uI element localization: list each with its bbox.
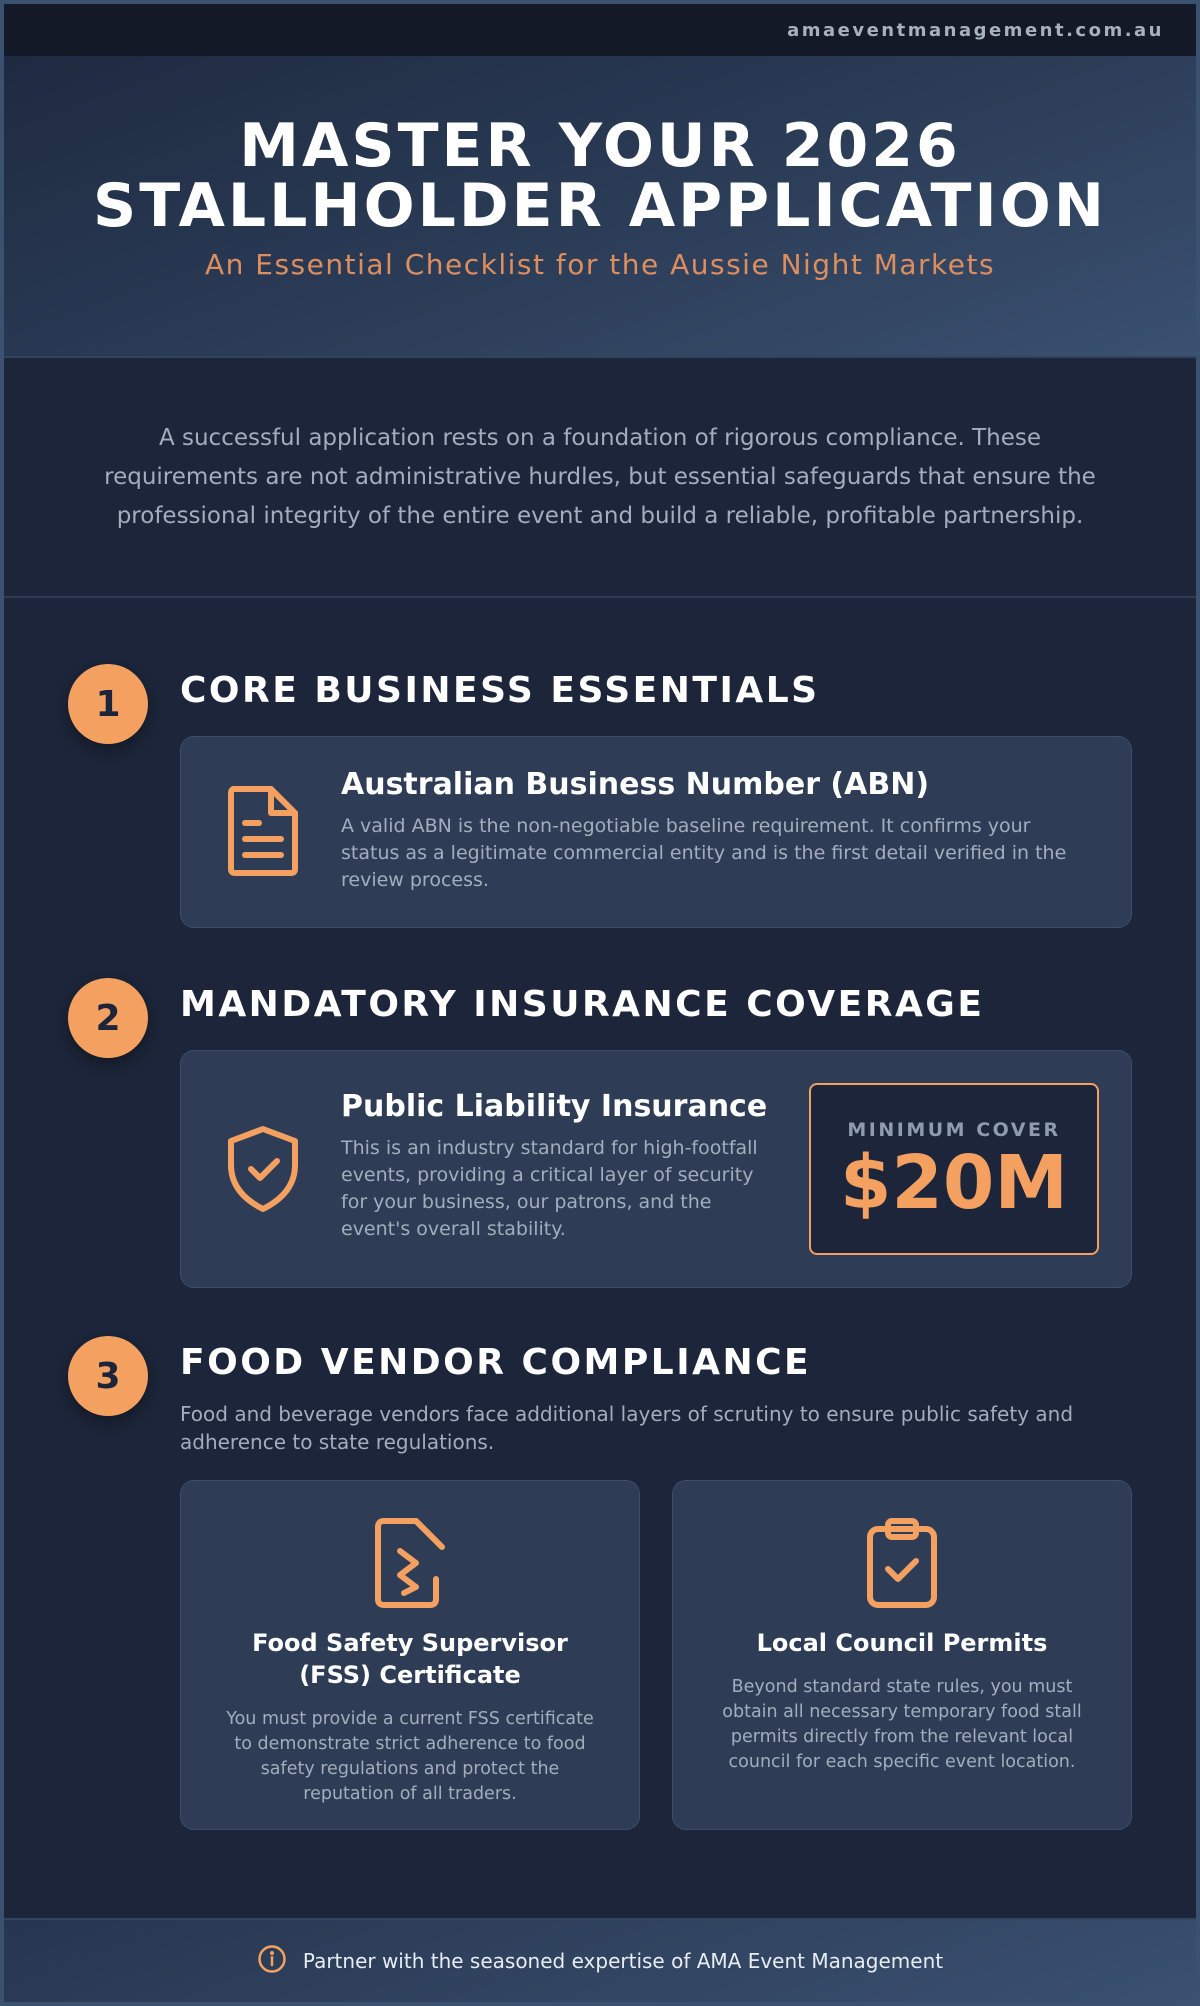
fss-title [181, 1627, 639, 1691]
document-icon [225, 785, 301, 877]
insurance-text: This is an industry standard for high-footfall events, providing a critical layer of security for your business, our patrons, and the event's overall stability. [341, 1137, 758, 1240]
fss-title-line-1: Food Safety Supervisor [252, 1629, 568, 1657]
title-line-1: MASTER YOUR 2026 [239, 111, 961, 181]
council-permits-card [672, 1480, 1132, 1830]
intro-section [4, 358, 1196, 598]
insurance-card [180, 1050, 1132, 1288]
abn-text: A valid ABN is the non-negotiable baseline requirement. It confirms your status as a legitimate commercial entity and is the first detail verified in the review process. [341, 815, 1067, 891]
page-title [4, 111, 1196, 241]
step-number-3: 3 [68, 1336, 148, 1416]
website-domain[interactable]: amaeventmanagement.com.au [787, 19, 1164, 41]
top-bar [4, 4, 1196, 56]
section-title-2: MANDATORY INSURANCE COVERAGE [180, 984, 985, 1025]
insurance-title: Public Liability Insurance [341, 1089, 768, 1124]
abn-card [180, 736, 1132, 928]
info-icon [257, 1944, 287, 1978]
fss-text: You must provide a current FSS certificate to demonstrate strict adherence to food safety regulations and protect the reputation of all traders. [226, 1709, 594, 1804]
section-food-vendor [4, 1272, 1196, 1832]
food-vendor-description: Food and beverage vendors face additional layers of scrutiny to ensure public safety and adherence to state regulations. [180, 1402, 1074, 1454]
footer-text: Partner with the seasoned expertise of AMA Event Management [302, 1949, 944, 1973]
clipboard-check-icon [864, 1517, 940, 1609]
section-title-3: FOOD VENDOR COMPLIANCE [180, 1342, 812, 1383]
footer-bar [4, 1918, 1196, 2002]
hero-header [4, 56, 1196, 358]
fss-certificate-card [180, 1480, 640, 1830]
step-number-2: 2 [68, 978, 148, 1058]
shield-check-icon [225, 1125, 301, 1213]
fss-title-line-2: (FSS) Certificate [299, 1661, 521, 1689]
minimum-cover-box [809, 1083, 1099, 1255]
council-permits-text: Beyond standard state rules, you must obtain all necessary temporary food stall permits directly from the relevant local council for each specific event location. [722, 1677, 1082, 1772]
section-core-business [4, 600, 1196, 930]
file-signature-icon [372, 1517, 448, 1609]
abn-title: Australian Business Number (ABN) [341, 767, 930, 802]
intro-text: A successful application rests on a foundation of rigorous compliance. These requirements are not administrative hurdles, but essential safeguards that ensure the professional integrity of the entire event and build a reliable, profitable partnership. [104, 424, 1096, 529]
page-subtitle: An Essential Checklist for the Aussie Night Markets [204, 248, 996, 281]
minimum-cover-label: MINIMUM COVER [847, 1119, 1061, 1141]
council-permits-title: Local Council Permits [756, 1629, 1048, 1657]
minimum-cover-value: $20M [839, 1140, 1069, 1226]
title-line-2: STALLHOLDER APPLICATION [93, 171, 1107, 241]
section-insurance [4, 914, 1196, 1294]
step-number-1: 1 [68, 664, 148, 744]
section-title-1: CORE BUSINESS ESSENTIALS [180, 670, 820, 711]
